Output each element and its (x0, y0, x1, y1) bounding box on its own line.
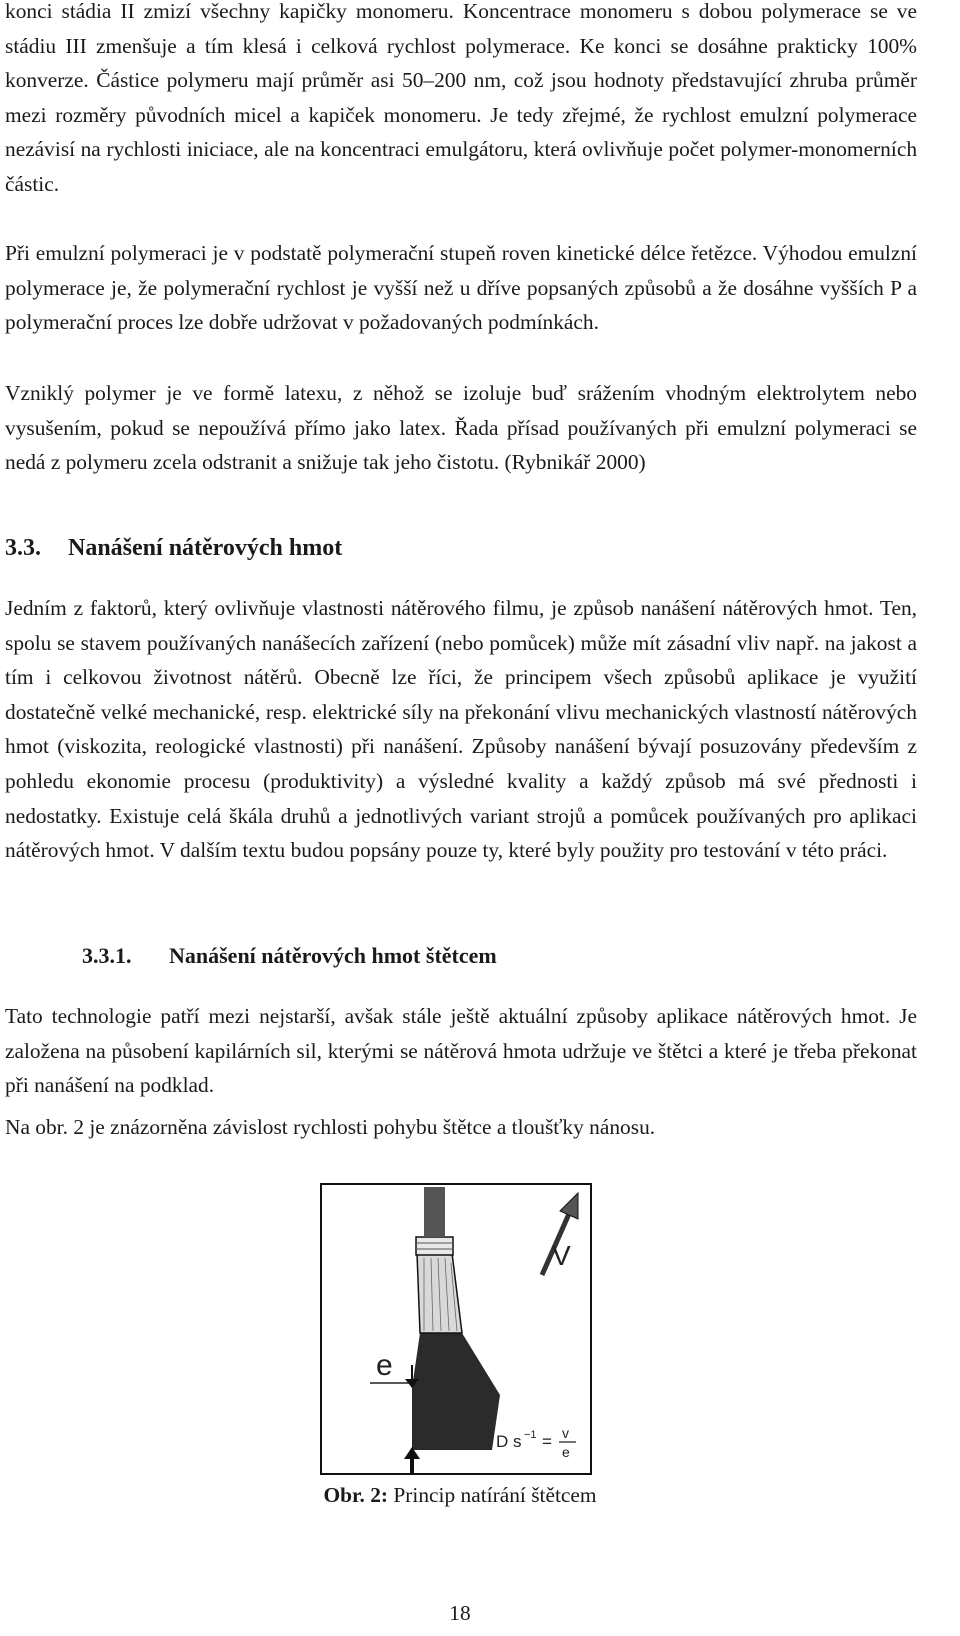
subsection-number: 3.3.1. (82, 943, 132, 968)
section-heading (5, 533, 917, 563)
caption-label: Obr. 2: (323, 1483, 389, 1507)
paragraph-1: konci stádia II zmizí všechny kapičky monomeru. Koncentrace monomeru s dobou polymerace se ve stádiu III zmenšuje a tím klesá i celková rychlost polymerace. Ke konci se dosáhne prakticky 100% konverze. Částice polymeru mají průměr asi 50–200 nm, což jsou hodnoty představující zhruba průměr mezi rozměry původních micel a kapiček monomeru. Je tedy zřejmé, že rychlost emulzní polymerace nezávisí na rychlosti iniciace, ale na koncentraci emulgátoru, která ovlivňuje počet polymer-monomerních částic. (5, 0, 918, 196)
paragraph-4: Jedním z faktorů, který ovlivňuje vlastnosti nátěrového filmu, je způsob nanášení nátěrových hmot. Ten, spolu se stavem používaných nanášecích zařízení (nebo pomůcek) může mít zásadní vliv např. na jakost a tím i celkovou životnost nátěrů. Obecně lze říci, že principem všech způsobů aplikace je využití dostatečně velké mechanické, resp. elektrické síly na překonání vlivu mechanických vlastností nátěrových hmot (viskozita, reologické vlastnosti) při nanášení. Způsoby nanášení bývají posuzovány především z pohledu ekonomie procesu (produktivity) a výsledné kvality a každý způsob má své přednosti i nedostatky. Existuje celá škála druhů a jednotlivých variant strojů a pomůcek používaných pro aplikaci nátěrových hmot. V dalším textu budou popsány pouze ty, které byly použity pro testování v této práci. (5, 596, 917, 863)
subsection-heading (5, 941, 917, 971)
paragraph-2: Při emulzní polymeraci je v podstatě polymerační stupeň roven kinetické délce řetězce. Výhodou emulzní polymerace je, že polymerační rychlost je vyšší než u dříve popsaných způsobů a že dosáhne vyšších P a polymerační proces lze dobře udržovat v požadovaných podmínkách. (5, 241, 917, 335)
figure-brush-principle (320, 1183, 592, 1475)
brush-ferrule (416, 1237, 453, 1255)
formula-numerator: v (562, 1425, 569, 1441)
caption-text: Princip natírání štětcem (388, 1483, 597, 1507)
paragraph-3: Vzniklý polymer je ve formě latexu, z něhož se izoluje buď srážením vhodným elektrolytem nebo vysušením, pokud se nepoužívá přímo jako latex. Řada přísad používaných při emulzní polymeraci se nedá z polymeru zcela odstranit a snižuje tak jeho čistotu. (Rybnikář 2000) (5, 381, 917, 475)
label-velocity: V (552, 1240, 571, 1271)
label-thickness: e (376, 1349, 393, 1382)
formula-denominator: e (562, 1444, 570, 1460)
brush-handle (424, 1187, 445, 1237)
formula-equals: = (542, 1432, 552, 1451)
page-number: 18 (449, 1601, 471, 1625)
paragraph-5: Tato technologie patří mezi nejstarší, avšak stále ještě aktuální způsoby aplikace nátěrových hmot. Je založena na působení kapilárních sil, kterými se nátěrová hmota udržuje ve štětci a které je třeba překonat při nanášení na podklad. (5, 1004, 917, 1098)
figure-caption (0, 1480, 920, 1510)
subsection-title: Nanášení nátěrových hmot štětcem (169, 943, 497, 968)
paragraph-6: Na obr. 2 je znázorněna závislost rychlosti pohybu štětce a tloušťky nánosu. (5, 1115, 656, 1139)
section-title: Nanášení nátěrových hmot (68, 535, 343, 561)
formula-exponent: −1 (524, 1429, 537, 1441)
text-block-continuation (5, 0, 917, 202)
brush-diagram (320, 1183, 592, 1475)
section-number: 3.3. (5, 535, 41, 561)
formula-lhs: D s (496, 1432, 522, 1451)
